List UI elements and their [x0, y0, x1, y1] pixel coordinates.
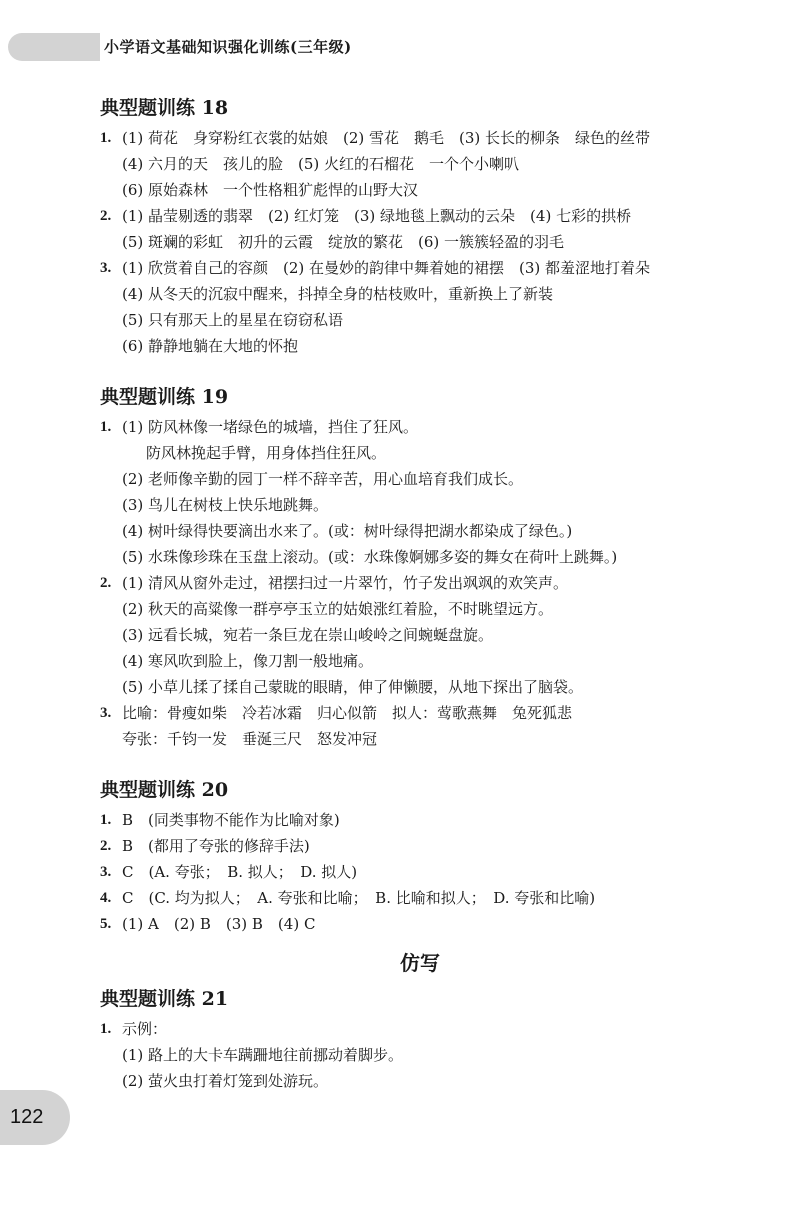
page-number: 122 [10, 1106, 44, 1128]
answer-text: (4) 从冬天的沉寂中醒来，抖掉全身的枯枝败叶，重新换上了新装 [122, 285, 554, 303]
answer-text: (1) A (2) B (3) B (4) C [122, 915, 316, 933]
item-number: 3. [100, 705, 112, 721]
answer-text: (2) 老师像辛勤的园丁一样不辞辛苦，用心血培育我们成长。 [122, 470, 524, 488]
answer-text: (4) 六月的天 孩儿的脸 (5) 火红的石榴花 一个个小喇叭 [122, 155, 520, 173]
answer-line [100, 1016, 740, 1042]
answer-text: C (C. 均为拟人； A. 夸张和比喻； B. 比喻和拟人； D. 夸张和比喻) [122, 889, 596, 907]
answer-text: (6) 原始森林 一个性格粗犷彪悍的山野大汉 [122, 181, 419, 199]
answer-text: (2) 秋天的高粱像一群亭亭玉立的姑娘涨红着脸，不时眺望远方。 [122, 600, 554, 618]
answer-line [100, 414, 740, 440]
answer-text: (1) 晶莹剔透的翡翠 (2) 红灯笼 (3) 绿地毯上飘动的云朵 (4) 七彩的拱桥 [122, 207, 632, 225]
answer-line [100, 833, 740, 859]
exercise-block-19 [100, 381, 740, 752]
answer-line [100, 125, 740, 151]
answer-text: 示例： [122, 1020, 168, 1038]
answer-line [100, 544, 740, 570]
answer-line [100, 440, 740, 466]
answer-line [100, 229, 740, 255]
answer-line [100, 674, 740, 700]
answer-line [100, 622, 740, 648]
item-number: 2. [100, 838, 112, 854]
item-number: 3. [100, 864, 112, 880]
block-spacer [100, 752, 740, 774]
answer-content [100, 92, 740, 1094]
answer-line [100, 700, 740, 726]
answer-line [100, 1068, 740, 1094]
answer-text: (1) 清风从窗外走过，裙摆扫过一片翠竹，竹子发出飒飒的欢笑声。 [122, 574, 569, 592]
answer-line [100, 281, 740, 307]
answer-text: (1) 防风林像一堵绿色的城墙，挡住了狂风。 [122, 418, 419, 436]
answer-line [100, 570, 740, 596]
answer-text: 防风林挽起手臂，用身体挡住狂风。 [146, 444, 387, 462]
answer-line [100, 177, 740, 203]
block-spacer [100, 359, 740, 381]
item-number: 1. [100, 812, 112, 828]
item-number: 2. [100, 575, 112, 591]
answer-line [100, 726, 740, 752]
answer-line [100, 333, 740, 359]
exercise-heading: 典型题训练 20 [100, 779, 229, 801]
answer-line [100, 151, 740, 177]
item-number: 2. [100, 208, 112, 224]
exercise-block-18 [100, 92, 740, 359]
header-tab-decoration [8, 33, 100, 61]
section-title: 仿写 [400, 951, 440, 975]
answer-line [100, 492, 740, 518]
answer-text: (2) 萤火虫打着灯笼到处游玩。 [122, 1072, 329, 1090]
answer-text: (5) 水珠像珍珠在玉盘上滚动。(或：水珠像婀娜多姿的舞女在荷叶上跳舞。) [122, 548, 618, 566]
exercise-heading: 典型题训练 19 [100, 386, 229, 408]
answer-line [100, 885, 740, 911]
answer-text: (6) 静静地躺在大地的怀抱 [122, 337, 299, 355]
exercise-block-20 [100, 774, 740, 937]
answer-text: (5) 只有那天上的星星在窃窃私语 [122, 311, 344, 329]
answer-text: 比喻：骨瘦如柴 冷若冰霜 归心似箭 拟人：莺歌燕舞 兔死狐悲 [122, 704, 573, 722]
answer-text: (5) 斑斓的彩虹 初升的云霞 绽放的繁花 (6) 一簇簇轻盈的羽毛 [122, 233, 565, 251]
answer-line [100, 859, 740, 885]
answer-text: (1) 欣赏着自己的容颜 (2) 在曼妙的韵律中舞着她的裙摆 (3) 都羞涩地打着朵 [122, 259, 651, 277]
answer-text: 夸张：千钧一发 垂涎三尺 怒发冲冠 [122, 730, 378, 748]
answer-text: (3) 鸟儿在树枝上快乐地跳舞。 [122, 496, 329, 514]
exercise-block-21 [100, 983, 740, 1094]
answer-text: B (都用了夸张的修辞手法) [122, 837, 310, 855]
answer-text: B (同类事物不能作为比喻对象) [122, 811, 340, 829]
answer-text: (4) 寒风吹到脸上，像刀割一般地痛。 [122, 652, 374, 670]
answer-text: (4) 树叶绿得快要滴出水来了。(或：树叶绿得把湖水都染成了绿色。) [122, 522, 573, 540]
answer-line [100, 518, 740, 544]
answer-line [100, 307, 740, 333]
answer-text: C (A. 夸张； B. 拟人； D. 拟人) [122, 863, 358, 881]
item-number: 1. [100, 130, 112, 146]
answer-line [100, 466, 740, 492]
answer-text: (1) 荷花 身穿粉红衣裳的姑娘 (2) 雪花 鹅毛 (3) 长长的柳条 绿色的丝带 [122, 129, 651, 147]
exercise-heading: 典型题训练 18 [100, 97, 229, 119]
item-number: 1. [100, 419, 112, 435]
answer-line [100, 807, 740, 833]
answer-text: (5) 小草儿揉了揉自己蒙眬的眼睛，伸了伸懒腰，从地下探出了脑袋。 [122, 678, 584, 696]
item-number: 1. [100, 1021, 112, 1037]
item-number: 5. [100, 916, 112, 932]
answer-line [100, 203, 740, 229]
answer-text: (1) 路上的大卡车蹒跚地往前挪动着脚步。 [122, 1046, 404, 1064]
item-number: 3. [100, 260, 112, 276]
answer-line [100, 911, 740, 937]
exercise-heading: 典型题训练 21 [100, 988, 229, 1010]
answer-line [100, 648, 740, 674]
answer-text: (3) 远看长城，宛若一条巨龙在崇山峻岭之间蜿蜒盘旋。 [122, 626, 494, 644]
answer-line [100, 596, 740, 622]
running-header-title: 小学语文基础知识强化训练(三年级) [104, 38, 352, 56]
answer-line [100, 255, 740, 281]
item-number: 4. [100, 890, 112, 906]
answer-line [100, 1042, 740, 1068]
